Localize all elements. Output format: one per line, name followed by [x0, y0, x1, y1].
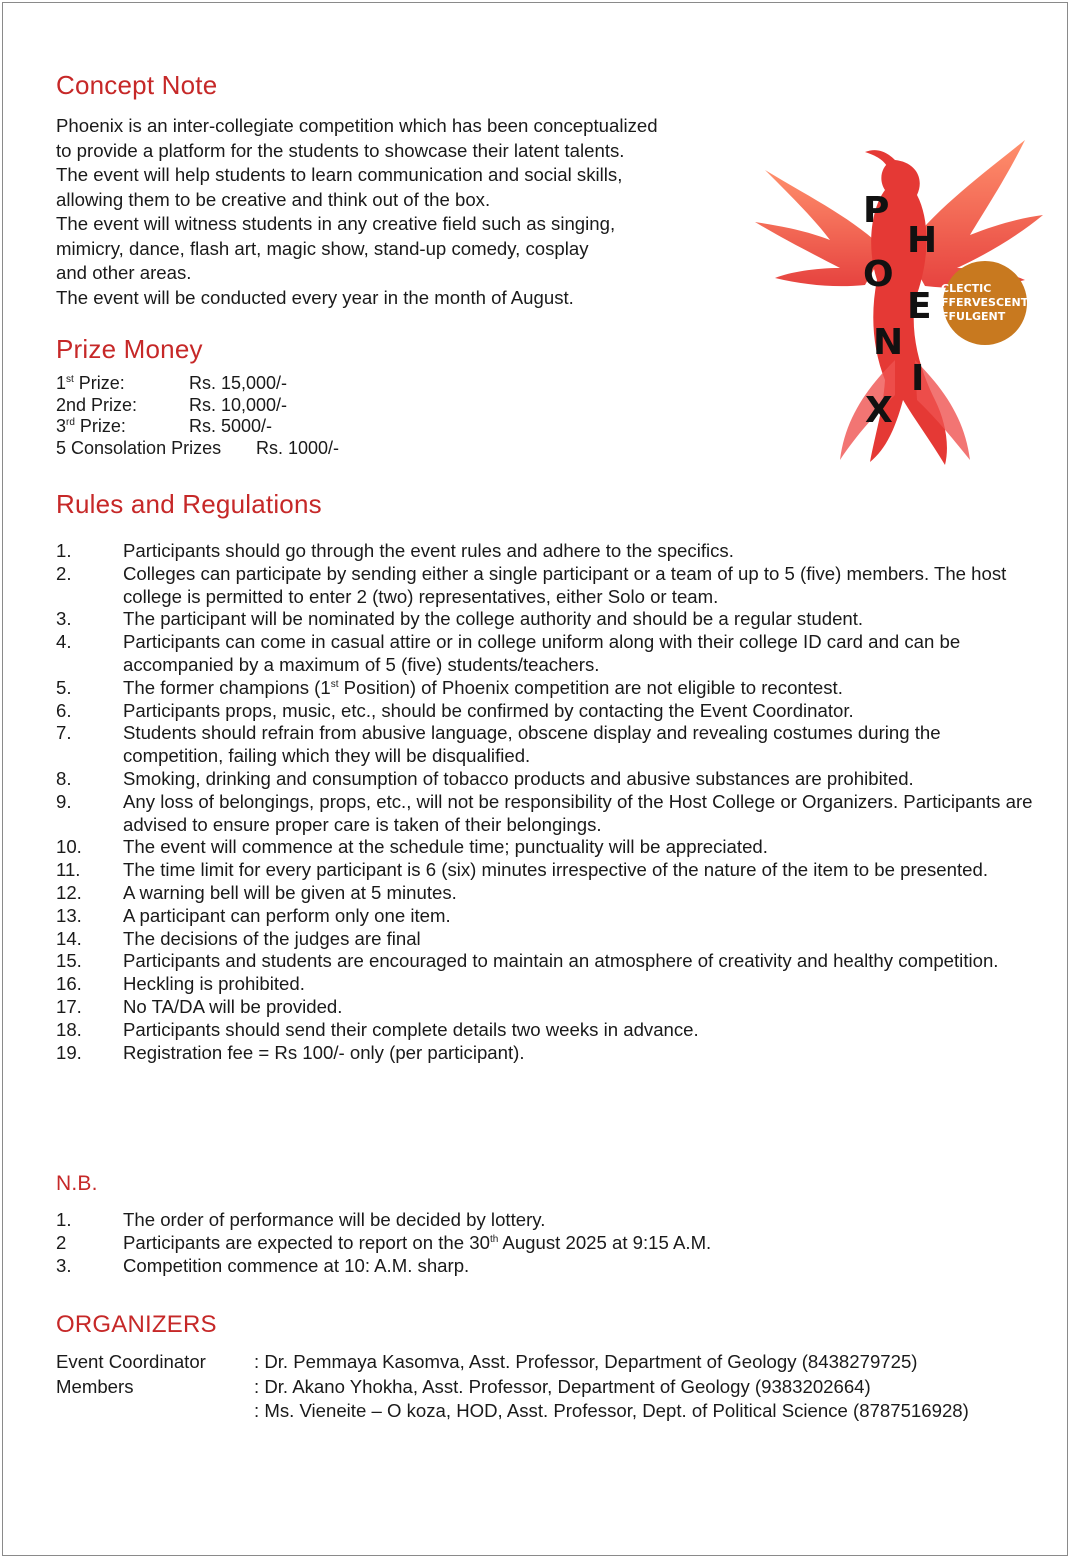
rule-item-number: 8.: [56, 767, 72, 789]
concept-line: The event will help students to learn communication and social skills,: [56, 164, 623, 185]
logo-letter: P: [863, 190, 890, 231]
rule-item: [56, 905, 1036, 928]
rule-item-text: The time limit for every participant is 6 (six) minutes irrespective of the nature of the item to be presented.: [123, 859, 988, 881]
prize-list: [56, 373, 339, 459]
rule-item-number: 10.: [56, 836, 82, 858]
logo-letter: O: [863, 254, 894, 295]
concept-line: allowing them to be creative and think out of the box.: [56, 188, 491, 210]
rule-item: [56, 1019, 1036, 1042]
organizer-detail: : Ms. Vieneite – O koza, HOD, Asst. Professor, Dept. of Political Science (8787516928): [254, 1400, 969, 1422]
organizer-role: [56, 1399, 254, 1424]
rule-item-text: Participants props, music, etc., should be confirmed by contacting the Event Coordinator.: [123, 699, 854, 721]
rule-item-number: 6.: [56, 699, 72, 721]
nb-item-text: Participants are expected to report on the 30th August 2025 at 9:15 A.M.: [123, 1231, 712, 1253]
rule-item: [56, 631, 1036, 677]
nb-item-text: The order of performance will be decided by lottery.: [123, 1209, 546, 1230]
rule-item: [56, 973, 1036, 996]
rule-item-number: 7.: [56, 722, 72, 744]
concept-line: mimicry, dance, flash art, magic show, stand-up comedy, cosplay: [56, 237, 589, 259]
organizers-list: [56, 1350, 969, 1424]
badge-text: FFULGENT: [941, 310, 1006, 323]
rule-item-text: The former champions (1st Position) of Phoenix competition are not eligible to recontest.: [123, 676, 843, 698]
rule-item-text: Participants can come in casual attire or in college uniform along with their college ID card and can be accompanied by a maximum of 5 (five) students/teachers.: [123, 631, 961, 675]
prize-row-consolation: 5 Consolation Prizes Rs. 1000/-: [56, 437, 340, 458]
nb-item-number: 1.: [56, 1209, 72, 1230]
rule-item-number: 5.: [56, 676, 72, 698]
rule-item: [56, 996, 1036, 1019]
rule-item-number: 19.: [56, 1041, 82, 1063]
rule-item: [56, 859, 1036, 882]
prize-row-first: 1st Prize: Rs. 15,000/-: [56, 373, 288, 393]
rule-item-number: 4.: [56, 631, 72, 653]
organizers-heading: ORGANIZERS: [56, 1311, 217, 1338]
concept-note-text: [56, 114, 736, 310]
concept-line: The event will be conducted every year in the month of August.: [56, 286, 574, 308]
rule-item: [56, 768, 1036, 791]
prize-amount: Rs. 10,000/-: [189, 394, 288, 415]
concept-line: The event will witness students in any creative field such as singing,: [56, 213, 616, 234]
rule-item: [56, 928, 1036, 951]
rule-item-text: Colleges can participate by sending either a single participant or a team of up to 5 (five) members. The host college is permitted to enter 2 (two) representatives, either Solo or team.: [123, 562, 1007, 607]
rule-item-number: 17.: [56, 995, 82, 1017]
prize-row-third: 3rd Prize: Rs. 5000/-: [56, 416, 273, 436]
logo-letter: H: [907, 220, 938, 261]
rule-item-text: Registration fee = Rs 100/- only (per participant).: [123, 1041, 525, 1063]
rule-item-text: Heckling is prohibited.: [123, 973, 305, 995]
concept-line: Phoenix is an inter-collegiate competition which has been conceptualized: [56, 115, 658, 136]
rule-item: [56, 882, 1036, 905]
rule-item-text: Smoking, drinking and consumption of tobacco products and abusive substances are prohibited.: [123, 767, 914, 789]
organizer-role: Members: [56, 1375, 134, 1397]
rule-item-text: A warning bell will be given at 5 minutes.: [123, 881, 457, 903]
rule-item: [56, 722, 1036, 768]
organizer-row: [56, 1350, 969, 1375]
nb-item-number: 2: [56, 1231, 67, 1253]
rule-item: [56, 563, 1036, 609]
logo-letter: E: [907, 286, 932, 327]
rule-item-text: No TA/DA will be provided.: [123, 995, 343, 1017]
rule-item-text: Any loss of belongings, props, etc., will not be responsibility of the Host College or Organizers. Participants are advised to ensure proper care is taken of their belongings.: [123, 790, 1033, 835]
rule-item-number: 16.: [56, 973, 82, 995]
phoenix-logo: [745, 100, 1045, 475]
rule-item-number: 12.: [56, 881, 82, 903]
rule-item-text: The event will commence at the schedule time; punctuality will be appreciated.: [123, 836, 768, 858]
rule-item-text: A participant can perform only one item.: [123, 904, 451, 926]
organizer-role: Event Coordinator: [56, 1351, 206, 1372]
badge-text: FFERVESCENT: [941, 296, 1029, 309]
rule-item-number: 15.: [56, 950, 82, 972]
rule-item: [56, 950, 1036, 973]
nb-list: [56, 1209, 711, 1277]
rule-item-number: 14.: [56, 927, 82, 949]
rule-item-text: Participants and students are encouraged to maintain an atmosphere of creativity and healthy competition.: [123, 950, 999, 972]
organizer-detail: : Dr. Akano Yhokha, Asst. Professor, Department of Geology (9383202664): [254, 1375, 871, 1397]
prize-row-second: 2nd Prize: Rs. 10,000/-: [56, 394, 288, 415]
rules-heading: Rules and Regulations: [56, 489, 322, 519]
nb-item: [56, 1232, 711, 1255]
logo-letter: N: [873, 322, 904, 363]
rule-item: [56, 836, 1036, 859]
concept-line: and other areas.: [56, 262, 192, 283]
nb-item-number: 3.: [56, 1254, 72, 1276]
prize-money-heading: Prize Money: [56, 334, 203, 364]
organizer-row: [56, 1375, 969, 1400]
rule-item-number: 13.: [56, 904, 82, 926]
concept-note-heading: Concept Note: [56, 70, 218, 100]
prize-amount: Rs. 15,000/-: [189, 373, 288, 393]
rule-item-number: 1.: [56, 540, 72, 561]
logo-letter: X: [865, 390, 893, 431]
rules-list: [56, 540, 1036, 1064]
rule-item: [56, 700, 1036, 723]
rule-item: [56, 677, 1036, 700]
prize-amount: Rs. 5000/-: [189, 416, 273, 436]
rule-item-text: Participants should send their complete details two weeks in advance.: [123, 1018, 699, 1040]
rule-item-number: 9.: [56, 790, 72, 812]
rule-item-number: 11.: [56, 859, 81, 881]
rule-item-text: The decisions of the judges are final: [123, 927, 421, 949]
nb-item: [56, 1209, 711, 1232]
rule-item: [56, 540, 1036, 563]
rule-item: [56, 1042, 1036, 1065]
organizer-detail: : Dr. Pemmaya Kasomva, Asst. Professor, Department of Geology (8438279725): [254, 1351, 918, 1372]
rule-item-number: 18.: [56, 1018, 82, 1040]
rule-item-number: 2.: [56, 562, 72, 584]
nb-item-text: Competition commence at 10: A.M. sharp.: [123, 1254, 470, 1276]
organizer-row: [56, 1399, 969, 1424]
nb-heading: N.B.: [56, 1172, 98, 1195]
rule-item-text: Participants should go through the event rules and adhere to the specifics.: [123, 540, 734, 561]
prize-amount: Rs. 1000/-: [256, 437, 340, 458]
badge-text: CLECTIC: [941, 282, 992, 295]
rule-item-number: 3.: [56, 608, 72, 630]
logo-letter: I: [911, 358, 925, 399]
concept-line: to provide a platform for the students to showcase their latent talents.: [56, 139, 625, 161]
rule-item-text: Students should refrain from abusive language, obscene display and revealing costumes during the competition, failing which they will be disqualified.: [123, 722, 941, 767]
rule-item: [56, 608, 1036, 631]
rule-item-text: The participant will be nominated by the college authority and should be a regular student.: [123, 608, 864, 630]
rule-item: [56, 791, 1036, 837]
nb-item: [56, 1255, 711, 1278]
